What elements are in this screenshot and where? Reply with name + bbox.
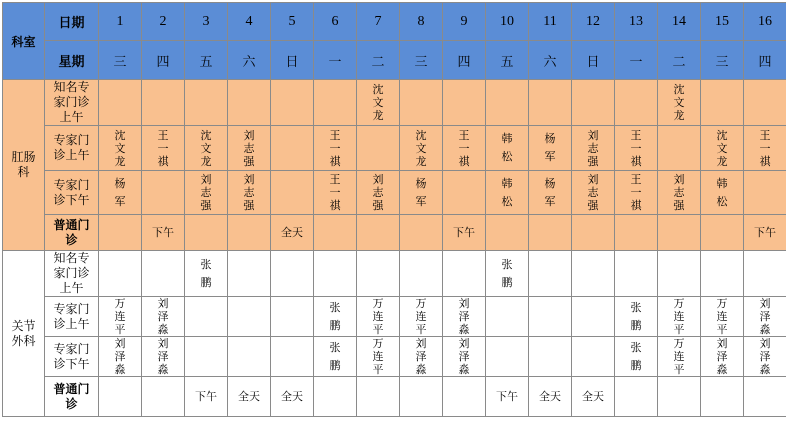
schedule-cell: [185, 297, 228, 337]
weekday-cell: 六: [228, 41, 271, 80]
doctor-name: 韩松: [501, 132, 513, 163]
weekday-cell: 二: [357, 41, 400, 80]
schedule-table: [2, 2, 786, 417]
schedule-cell: [572, 297, 615, 337]
schedule-cell: [228, 251, 271, 297]
session-label: 下午: [195, 390, 217, 403]
schedule-cell: [658, 171, 701, 215]
schedule-cell: [701, 171, 744, 215]
schedule-cell: [142, 251, 185, 297]
schedule-cell: [271, 80, 314, 126]
schedule-cell: [615, 251, 658, 297]
date-cell: 7: [357, 3, 400, 41]
date-cell: 15: [701, 3, 744, 41]
doctor-name: 王一祺: [759, 128, 771, 168]
date-cell: 5: [271, 3, 314, 41]
schedule-cell: [142, 126, 185, 171]
doctor-name: 沈文龙: [415, 128, 427, 168]
schedule-cell: [486, 377, 529, 417]
doctor-name: 杨军: [415, 176, 427, 208]
weekday-cell: 四: [744, 41, 786, 80]
schedule-cell: [314, 80, 357, 126]
schedule-cell: [271, 171, 314, 215]
schedule-cell: [572, 80, 615, 126]
date-cell: 6: [314, 3, 357, 41]
date-header-row: [3, 3, 786, 41]
doctor-name: 刘志强: [243, 173, 255, 212]
date-label: 日期: [45, 3, 99, 41]
schedule-cell: [443, 337, 486, 377]
weekday-cell: 五: [486, 41, 529, 80]
schedule-cell: [357, 297, 400, 337]
doctor-name: 刘志强: [372, 173, 384, 212]
row-label: 专家门诊下午: [45, 171, 99, 215]
doctor-name: 王一祺: [458, 128, 470, 168]
doctor-name: 沈文龙: [114, 128, 126, 168]
schedule-cell: [142, 171, 185, 215]
doctor-name: 王一祺: [630, 128, 642, 168]
schedule-cell: [400, 126, 443, 171]
weekday-cell: 四: [443, 41, 486, 80]
weekday-cell: 三: [400, 41, 443, 80]
schedule-cell: [99, 215, 142, 251]
schedule-cell: [228, 215, 271, 251]
schedule-cell: [185, 215, 228, 251]
schedule-cell: [615, 171, 658, 215]
date-cell: 13: [615, 3, 658, 41]
schedule-cell: [744, 80, 786, 126]
schedule-cell: [271, 215, 314, 251]
schedule-cell: [658, 377, 701, 417]
session-label: 下午: [754, 226, 776, 239]
schedule-cell: [443, 126, 486, 171]
schedule-cell: [228, 171, 271, 215]
schedule-cell: [615, 337, 658, 377]
schedule-cell: [357, 377, 400, 417]
schedule-cell: [443, 80, 486, 126]
date-cell: 14: [658, 3, 701, 41]
schedule-cell: [400, 297, 443, 337]
schedule-cell: [185, 171, 228, 215]
schedule-cell: [701, 337, 744, 377]
schedule-cell: [271, 126, 314, 171]
schedule-cell: [443, 215, 486, 251]
doctor-name: 万连平: [114, 297, 126, 336]
date-cell: 2: [142, 3, 185, 41]
schedule-cell: [185, 337, 228, 377]
row-label: 专家门诊下午: [45, 337, 99, 377]
schedule-cell: [314, 251, 357, 297]
weekday-cell: 日: [572, 41, 615, 80]
schedule-cell: [744, 126, 786, 171]
schedule-row: [3, 171, 786, 215]
department-name: 关节外科: [3, 251, 45, 417]
schedule-cell: [529, 80, 572, 126]
doctor-name: 刘志强: [587, 173, 599, 212]
schedule-row: [3, 337, 786, 377]
schedule-cell: [615, 126, 658, 171]
date-cell: 12: [572, 3, 615, 41]
doctor-name: 杨军: [544, 176, 556, 208]
schedule-cell: [744, 297, 786, 337]
session-label: 全天: [238, 390, 260, 403]
schedule-cell: [443, 171, 486, 215]
schedule-cell: [357, 337, 400, 377]
schedule-cell: [529, 251, 572, 297]
weekday-cell: 三: [99, 41, 142, 80]
row-label: 专家门诊上午: [45, 297, 99, 337]
schedule-cell: [400, 171, 443, 215]
doctor-name: 刘志强: [243, 128, 255, 168]
doctor-name: 张鹏: [200, 257, 212, 289]
schedule-cell: [357, 251, 400, 297]
schedule-cell: [701, 80, 744, 126]
schedule-cell: [529, 215, 572, 251]
schedule-cell: [271, 251, 314, 297]
schedule-cell: [572, 337, 615, 377]
schedule-cell: [99, 337, 142, 377]
schedule-cell: [701, 297, 744, 337]
session-label: 全天: [281, 226, 303, 239]
weekday-cell: 一: [615, 41, 658, 80]
schedule-cell: [228, 377, 271, 417]
schedule-cell: [99, 171, 142, 215]
doctor-name: 刘泽淼: [458, 337, 470, 376]
schedule-cell: [658, 297, 701, 337]
schedule-cell: [228, 126, 271, 171]
schedule-cell: [744, 171, 786, 215]
doctor-name: 刘志强: [587, 128, 599, 168]
date-cell: 9: [443, 3, 486, 41]
schedule-cell: [443, 297, 486, 337]
doctor-name: 万连平: [372, 337, 384, 376]
doctor-name: 杨军: [114, 176, 126, 208]
session-label: 全天: [582, 390, 604, 403]
schedule-cell: [658, 337, 701, 377]
schedule-cell: [271, 337, 314, 377]
schedule-cell: [744, 337, 786, 377]
schedule-cell: [400, 80, 443, 126]
schedule-cell: [99, 377, 142, 417]
schedule-cell: [185, 80, 228, 126]
doctor-name: 万连平: [415, 297, 427, 336]
schedule-cell: [658, 126, 701, 171]
schedule-cell: [357, 80, 400, 126]
doctor-name: 张鹏: [329, 300, 341, 332]
schedule-cell: [443, 251, 486, 297]
doctor-name: 王一祺: [329, 173, 341, 212]
schedule-cell: [486, 337, 529, 377]
date-cell: 16: [744, 3, 786, 41]
doctor-name: 刘泽淼: [157, 297, 169, 336]
date-cell: 8: [400, 3, 443, 41]
schedule-cell: [314, 215, 357, 251]
doctor-name: 刘泽淼: [759, 297, 771, 336]
schedule-cell: [142, 337, 185, 377]
date-cell: 11: [529, 3, 572, 41]
schedule-cell: [572, 171, 615, 215]
department-name: 肛肠科: [3, 80, 45, 251]
schedule-row: [3, 80, 786, 126]
doctor-name: 韩松: [501, 176, 513, 208]
schedule-cell: [486, 297, 529, 337]
doctor-name: 万连平: [673, 297, 685, 336]
schedule-cell: [142, 377, 185, 417]
schedule-row: [3, 297, 786, 337]
schedule-cell: [658, 215, 701, 251]
schedule-cell: [615, 377, 658, 417]
doctor-name: 万连平: [673, 337, 685, 376]
schedule-cell: [744, 377, 786, 417]
schedule-cell: [658, 80, 701, 126]
weekday-cell: 日: [271, 41, 314, 80]
weekday-label: 星期: [45, 41, 99, 80]
doctor-name: 韩松: [716, 176, 728, 208]
schedule-cell: [486, 251, 529, 297]
schedule-cell: [615, 297, 658, 337]
session-label: 下午: [453, 226, 475, 239]
schedule-cell: [658, 251, 701, 297]
schedule-cell: [99, 80, 142, 126]
doctor-name: 万连平: [716, 297, 728, 336]
row-label: 专家门诊上午: [45, 126, 99, 171]
doctor-name: 刘泽淼: [716, 337, 728, 376]
schedule-cell: [701, 215, 744, 251]
doctor-name: 杨军: [544, 132, 556, 163]
schedule-cell: [357, 126, 400, 171]
date-cell: 10: [486, 3, 529, 41]
schedule-cell: [142, 80, 185, 126]
schedule-row: [3, 215, 786, 251]
row-label: 普通门诊: [45, 377, 99, 417]
doctor-name: 张鹏: [501, 257, 513, 289]
session-label: 下午: [496, 390, 518, 403]
schedule-cell: [744, 251, 786, 297]
schedule-cell: [99, 297, 142, 337]
weekday-cell: 四: [142, 41, 185, 80]
doctor-name: 张鹏: [630, 300, 642, 332]
doctor-name: 沈文龙: [372, 83, 384, 122]
doctor-name: 张鹏: [329, 340, 341, 372]
doctor-name: 刘泽淼: [114, 337, 126, 376]
doctor-name: 王一祺: [329, 128, 341, 168]
schedule-cell: [529, 337, 572, 377]
schedule-cell: [572, 377, 615, 417]
schedule-cell: [701, 251, 744, 297]
schedule-cell: [314, 126, 357, 171]
schedule-cell: [615, 80, 658, 126]
doctor-name: 刘泽淼: [415, 337, 427, 376]
schedule-cell: [228, 337, 271, 377]
schedule-cell: [185, 251, 228, 297]
schedule-cell: [529, 126, 572, 171]
row-label: 知名专家门诊上午: [45, 251, 99, 297]
schedule-cell: [701, 377, 744, 417]
schedule-cell: [357, 215, 400, 251]
schedule-cell: [142, 297, 185, 337]
schedule-cell: [400, 251, 443, 297]
doctor-name: 刘泽淼: [458, 297, 470, 336]
schedule-cell: [701, 126, 744, 171]
schedule-cell: [529, 377, 572, 417]
doctor-name: 王一祺: [630, 173, 642, 212]
weekday-cell: 一: [314, 41, 357, 80]
doctor-name: 沈文龙: [673, 83, 685, 122]
schedule-cell: [572, 215, 615, 251]
row-label: 知名专家门诊上午: [45, 80, 99, 126]
schedule-row: [3, 126, 786, 171]
weekday-cell: 二: [658, 41, 701, 80]
schedule-cell: [185, 126, 228, 171]
weekday-header-row: [3, 41, 786, 80]
date-cell: 4: [228, 3, 271, 41]
schedule-row: [3, 251, 786, 297]
doctor-name: 张鹏: [630, 340, 642, 372]
schedule-cell: [486, 171, 529, 215]
schedule-cell: [271, 297, 314, 337]
schedule-cell: [572, 251, 615, 297]
doctor-name: 王一祺: [157, 128, 169, 168]
schedule-cell: [185, 377, 228, 417]
schedule-cell: [271, 377, 314, 417]
dept-header: 科室: [3, 3, 45, 80]
schedule-cell: [99, 126, 142, 171]
schedule-cell: [400, 337, 443, 377]
doctor-name: 沈文龙: [716, 128, 728, 168]
doctor-name: 万连平: [372, 297, 384, 336]
schedule-cell: [314, 377, 357, 417]
schedule-cell: [357, 171, 400, 215]
schedule-cell: [529, 171, 572, 215]
schedule-row: [3, 377, 786, 417]
date-cell: 1: [99, 3, 142, 41]
schedule-cell: [744, 215, 786, 251]
schedule-cell: [99, 251, 142, 297]
weekday-cell: 五: [185, 41, 228, 80]
schedule-cell: [486, 80, 529, 126]
schedule-cell: [400, 215, 443, 251]
weekday-cell: 三: [701, 41, 744, 80]
schedule-cell: [314, 297, 357, 337]
schedule-cell: [486, 215, 529, 251]
row-label: 普通门诊: [45, 215, 99, 251]
schedule-cell: [142, 215, 185, 251]
weekday-cell: 六: [529, 41, 572, 80]
schedule-cell: [314, 337, 357, 377]
doctor-name: 刘志强: [673, 173, 685, 212]
schedule-cell: [228, 80, 271, 126]
schedule-cell: [228, 297, 271, 337]
schedule-cell: [443, 377, 486, 417]
session-label: 下午: [152, 226, 174, 239]
session-label: 全天: [539, 390, 561, 403]
session-label: 全天: [281, 390, 303, 403]
schedule-cell: [572, 126, 615, 171]
schedule-cell: [615, 215, 658, 251]
schedule-cell: [400, 377, 443, 417]
doctor-name: 刘志强: [200, 173, 212, 212]
date-cell: 3: [185, 3, 228, 41]
doctor-name: 刘泽淼: [759, 337, 771, 376]
schedule-cell: [314, 171, 357, 215]
doctor-name: 沈文龙: [200, 128, 212, 168]
schedule-cell: [486, 126, 529, 171]
schedule-cell: [529, 297, 572, 337]
doctor-name: 刘泽淼: [157, 337, 169, 376]
